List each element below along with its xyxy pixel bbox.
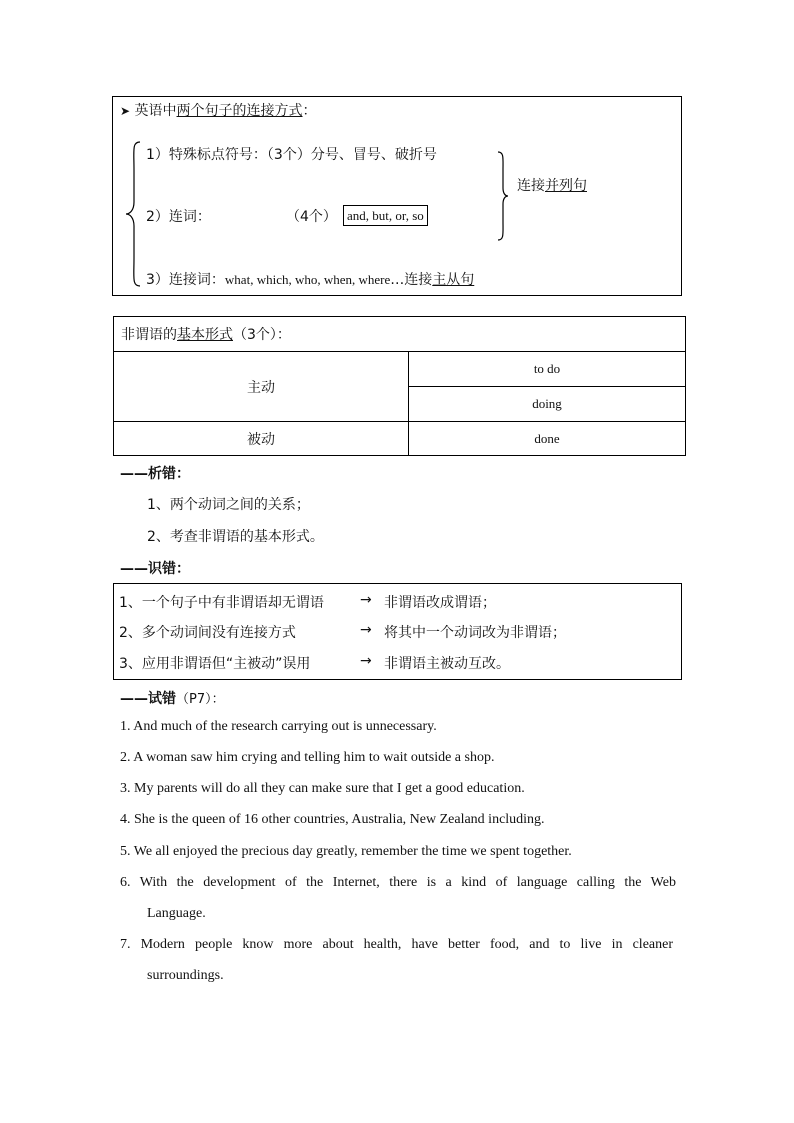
active-form-doing: doing [409,387,686,422]
conjunction-list-box: and, but, or, so [343,205,428,226]
connection-item-1: 1）特殊标点符号：（3个）分号、冒号、破折号 [146,147,437,163]
identify-row-2-right: 将其中一个动词改为非谓语； [384,625,566,641]
analysis-line-2: 2、考查非谓语的基本形式。 [147,529,324,545]
practice-sentence-3: 3. My parents will do all they can make sure that I get a good education. [120,781,525,796]
practice-sentence-7-cont: surroundings. [147,968,224,983]
connection-item-3: 3）连接词：what, which, who, when, where…连接主从句 [146,272,475,288]
practice-sentence-6-cont: Language. [147,906,206,921]
coordinate-sentence-label: 连接并列句 [517,178,587,194]
arrow-right-icon: → [360,592,372,608]
arrow-right-icon: → [360,653,372,669]
active-form-to-do: to do [409,352,686,387]
box1-title: ➤ 英语中两个句子的连接方式： [120,103,317,119]
identify-row-1-right: 非谓语改成谓语； [384,595,496,611]
left-brace-icon [124,140,142,288]
practice-sentence-7: 7. Modern people know more about health, have better food, and to live in cleaner [120,937,673,952]
connection-item-2-label: 2）连词： [146,209,211,225]
connection-methods-box [112,96,682,296]
table-header: 非谓语的基本形式（3个）： [114,317,686,352]
arrow-right-icon: → [360,622,372,638]
identify-row-3-left: 3、应用非谓语但“主被动”误用 [119,656,311,672]
passive-voice-label: 被动 [114,422,409,456]
identify-row-3-right: 非谓语主被动互改。 [384,656,510,672]
practice-sentence-2: 2. A woman saw him crying and telling him to wait outside a shop. [120,750,495,765]
identify-row-2-left: 2、多个动词间没有连接方式 [119,625,296,641]
practice-sentence-4: 4. She is the queen of 16 other countries, Australia, New Zealand including. [120,812,545,827]
active-voice-label: 主动 [114,352,409,422]
arrow-bullet-icon: ➤ [120,104,131,118]
nonfinite-forms-table [113,316,686,456]
identify-row-1-left: 1、一个句子中有非谓语却无谓语 [119,595,324,611]
practice-sentence-5: 5. We all enjoyed the precious day greatly, remember the time we spent together. [120,844,572,859]
practice-sentence-6: 6. With the development of the Internet, there is a kind of language calling the Web [120,875,676,890]
connection-item-2-count: （4个） [286,209,337,225]
analysis-heading: ——析错： [120,466,190,482]
practice-heading: ——试错（P7）： [120,691,225,707]
practice-sentence-1: 1. And much of the research carrying out is unnecessary. [120,719,437,734]
identify-heading: ——识错： [120,561,190,577]
right-brace-icon [496,150,510,242]
analysis-line-1: 1、两个动词之间的关系； [147,497,310,513]
passive-form-done: done [409,422,686,456]
